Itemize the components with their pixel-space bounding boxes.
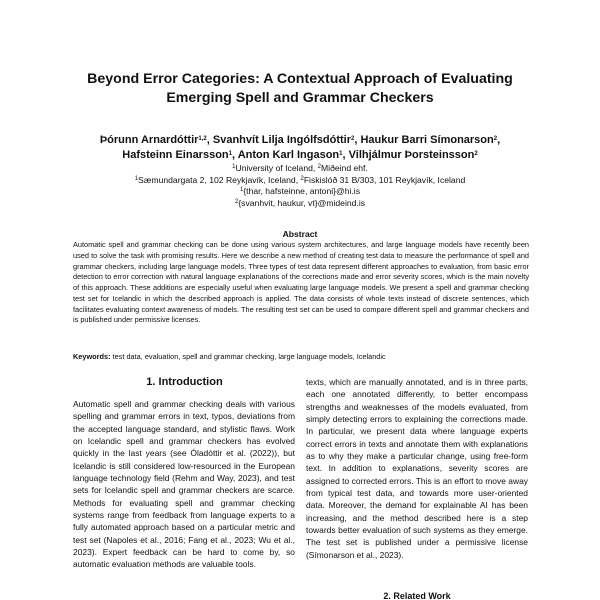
author-name: Vilhjálmur Þorsteinsson: [348, 149, 475, 161]
author-affil-sup: 2: [351, 136, 355, 142]
author-affil-sup: 2: [493, 136, 498, 142]
title-line-2: Emerging Spell and Grammar Checkers: [166, 90, 434, 106]
abstract-text: Automatic spell and grammar checking can be done using various system architectures, and large language models have recently been used to solve the task with promising results. Here we describe a new method of creating test data to measure the performance of spell and grammar checkers, including large language models. Three types of test data represent different approaches to evaluation, from basic error detection to error correction with natural language explanations of the corrections made and error severity scores, which is the main novelty of this approach. These additions are especially useful when evaluating large language models. We present a spell and grammar checking test set for Icelandic in which the described approach is applied. The data consists of whole texts instead of discrete sentences, which facilitates evaluating context awareness of models. The resulting test set can be used to compare different spell and grammar checkers and is published under permissive licenses.: [73, 240, 529, 325]
affiliation-addresses: $^1$Sæmundargata 2, 102 Reykjavík, Iceland, $^2$Fiskislóð 31 B/303, 101 Reykjavík, Iceland: [134, 174, 466, 185]
author-affil-sup: 1: [339, 151, 343, 157]
author-affil-sup: 1,2: [198, 136, 207, 142]
keywords-label: Keywords:: [73, 352, 111, 361]
intro-right-column: texts, which are manually annotated, and is in three parts, each one annotated differently, to better encompass strengths and weaknesses of the models evaluated, from simply detecting errors to explaining the corrections made. In particular, we present data where language experts correct errors in texts and annotate them with explanations as to why they make a particular change, using free-form text. In addition to explanations, severity scores are assigned to corrected errors. This is an effort to move away from typical test data, and towards more user-oriented data. Moreover, the demand for explainable AI has been increasing, and the method described here is a step towards better evaluation of such systems as they emerge. The test set is published under a permissive license (Símonarson et al., 2023).: [306, 377, 528, 560]
author-list: Þórunn Arnardóttir$^{1,2}$, Svanhvít Lilja Ingólfsdóttir$^2$, Haukur Barri Símonarson$^2$, Hafsteinn Einarsson$^1$, Anton Karl Ingason$^1$, Vilhjálmur Þorsteinsson$^2$: [99, 134, 501, 161]
affiliation-emails-mideind: $^2${svanhvit, haukur, vt}@mideind.is: [234, 197, 366, 208]
section-heading-introduction: 1. Introduction: [146, 376, 223, 388]
author-name: Svanhvít Lilja Ingólfsdóttir: [212, 134, 352, 146]
author-name: Anton Karl Ingason: [237, 149, 340, 161]
affiliation-emails-hi: $^1${thar, hafsteinne, antoni}@hi.is: [239, 186, 361, 196]
author-affil-sup: 2: [474, 151, 478, 157]
keywords-text: test data, evaluation, spell and grammar checking, large language models, Icelandic: [110, 352, 386, 361]
title-line-1: Beyond Error Categories: A Contextual Approach of Evaluating: [87, 71, 513, 87]
affiliation-institutions: $^1$University of Iceland, $^2$Miðeind ehf.: [232, 163, 368, 173]
keywords: [73, 352, 529, 363]
paper-title: [60, 70, 540, 108]
abstract-heading: Abstract: [282, 229, 318, 239]
author-name: Haukur Barri Símonarson: [360, 134, 494, 146]
intro-left-column: Automatic spell and grammar checking deals with various spelling and grammar errors in text, typos, deviations from the accepted language standard, and stylistic flaws. Work on Icelandic spell and grammar checkers has evolved quickly in the last years (see Óladóttir et al. (2022)), but Icelandic is still considered low-resourced in the European language technology field (Rehm and Way, 2023), and test sets for Icelandic spell and grammar checkers are scarce. Methods for evaluating spell and grammar checking systems range from feedback from language experts to a fully automated approach based on a particular metric and test set (Napoles et al., 2016; Fang et al., 2023; Wu et al., 2023). Expert feedback can be hard to come by, so automatic evaluation methods are valuable tools.: [73, 399, 295, 570]
author-name: Hafsteinn Einarsson: [122, 149, 229, 161]
affiliations: [70, 163, 530, 209]
author-affil-sup: 1: [228, 151, 232, 157]
author-name: Þórunn Arnardóttir: [99, 134, 199, 146]
section-heading-related-work: 2. Related Work: [383, 591, 451, 600]
